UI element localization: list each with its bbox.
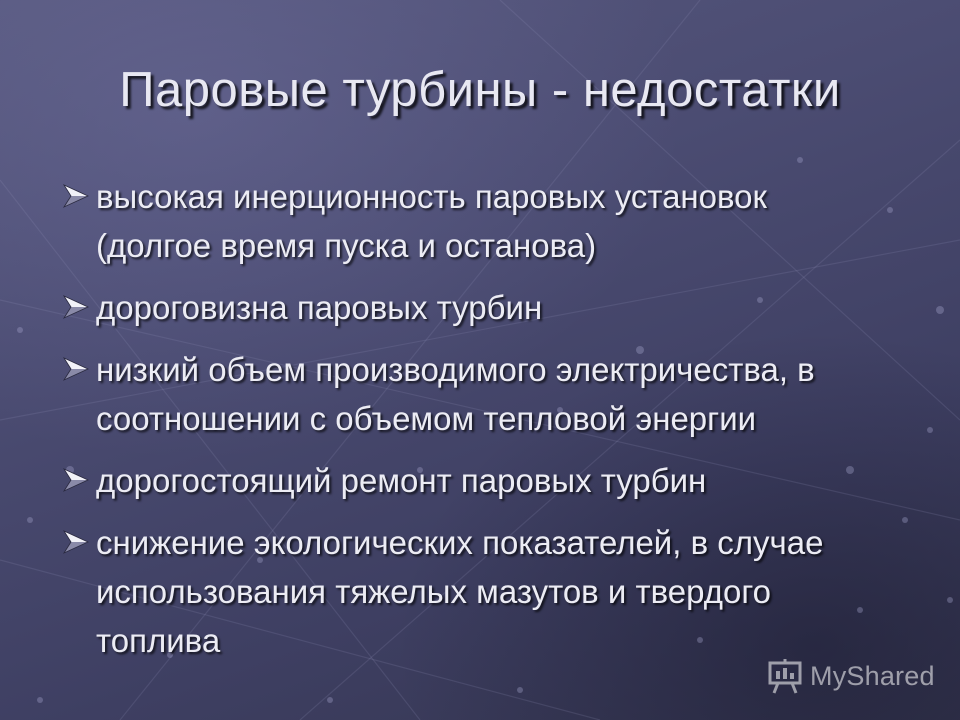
bullet-item [62, 172, 882, 270]
presentation-board-icon [766, 657, 804, 695]
bullet-text: дорогостоящий ремонт паровых турбин [96, 462, 707, 499]
bullet-item [62, 283, 882, 332]
bullet-text: низкий объем производимого электричества, в соотношении с объемом тепловой энергии [96, 351, 815, 437]
bullet-text: снижение экологических показателей, в случае использования тяжелых мазутов и твердого топлива [96, 524, 824, 659]
bullet-item [62, 518, 882, 665]
arrowhead-bullet-icon [62, 356, 90, 382]
watermark-text: MyShared [810, 660, 935, 691]
myshared-watermark [766, 656, 935, 696]
arrowhead-bullet-icon [62, 294, 90, 320]
arrowhead-bullet-icon [62, 467, 90, 493]
slide-title: Паровые турбины - недостатки [119, 63, 841, 117]
arrowhead-bullet-icon [62, 183, 90, 209]
bullet-text: высокая инерционность паровых установок (долгое время пуска и останова) [96, 178, 767, 264]
arrowhead-bullet-icon [62, 529, 90, 555]
bullet-list [62, 172, 882, 678]
bullet-text: дороговизна паровых турбин [96, 289, 543, 326]
bullet-item [62, 456, 882, 505]
bullet-item [62, 345, 882, 443]
